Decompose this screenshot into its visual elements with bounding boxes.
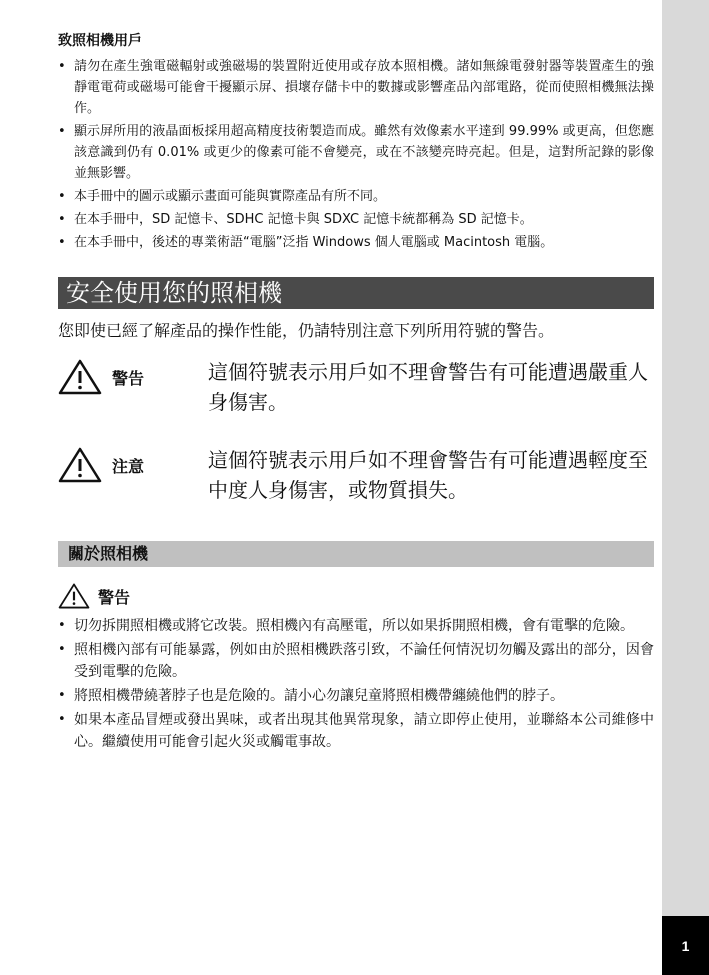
camera-title: 關於照相機 — [68, 544, 149, 563]
list-item: • 將照相機帶繞著脖子也是危險的。請小心勿讓兒童將照相機帶纏繞他們的脖子。 — [58, 685, 654, 707]
list-item: • 在本手冊中，後述的專業術語“電腦”泛指 Windows 個人電腦或 Macintosh 電腦。 — [58, 232, 654, 253]
caution-symbol-key — [58, 445, 208, 483]
camera-section-banner — [58, 541, 654, 567]
camera-warning-list — [58, 615, 654, 753]
camera-warning-heading — [58, 583, 654, 609]
page-number-tab — [662, 916, 709, 975]
warning-description: 這個符號表示用戶如不理會警告有可能遭遇嚴重人身傷害。 — [208, 360, 648, 414]
list-item: • 如果本產品冒煙或發出異味，或者出現其他異常現象，請立即停止使用，並聯絡本公司維修中心。繼續使用可能會引起火災或觸電事故。 — [58, 709, 654, 753]
warning-symbol-key — [58, 357, 208, 395]
caution-label: 注意 — [112, 456, 145, 476]
list-item: • 切勿拆開照相機或將它改裝。照相機內有高壓電，所以如果拆開照相機，會有電擊的危險。 — [58, 615, 654, 637]
warning-symbol-row — [58, 357, 654, 417]
list-item: • 在本手冊中，SD 記憶卡、SDHC 記憶卡與 SDXC 記憶卡統都稱為 SD 記憶卡。 — [58, 209, 654, 230]
warning-triangle-icon — [58, 447, 102, 483]
safety-title: 安全使用您的照相機 — [66, 279, 282, 307]
notice-title: 致照相機用戶 — [58, 33, 142, 49]
warning-triangle-icon — [58, 583, 90, 609]
notice-list — [58, 56, 654, 253]
caution-symbol-row — [58, 445, 654, 505]
list-item: • 本手冊中的圖示或顯示畫面可能與實際產品有所不同。 — [58, 186, 654, 207]
list-item: • 顯示屏所用的液晶面板採用超高精度技術製造而成。雖然有效像素水平達到 99.99% 或更高，但您應該意識到仍有 0.01% 或更少的像素可能不會變亮，或在不該變亮時亮起。但是，這對所記錄的影像並無影響。 — [58, 121, 654, 184]
page-side-strip — [662, 0, 709, 975]
page-content — [58, 30, 654, 755]
safety-intro: 您即使已經了解產品的操作性能，仍請特別注意下列所用符號的警告。 — [58, 321, 555, 340]
list-item: • 照相機內部有可能暴露，例如由於照相機跌落引致，不論任何情況切勿觸及露出的部分，因會受到電擊的危險。 — [58, 639, 654, 683]
camera-warning-label: 警告 — [98, 587, 131, 607]
caution-description: 這個符號表示用戶如不理會警告有可能遭遇輕度至中度人身傷害，或物質損失。 — [208, 448, 648, 502]
list-item: • 請勿在產生強電磁輻射或強磁場的裝置附近使用或存放本照相機。諸如無線電發射器等裝置產生的強靜電電荷或磁場可能會干擾顯示屏、損壞存儲卡中的數據或影響產品內部電路，從而使照相機無法操作。 — [58, 56, 654, 119]
warning-triangle-icon — [58, 359, 102, 395]
page-number: 1 — [681, 937, 690, 954]
safety-section-banner — [58, 277, 654, 309]
warning-label: 警告 — [112, 368, 145, 388]
